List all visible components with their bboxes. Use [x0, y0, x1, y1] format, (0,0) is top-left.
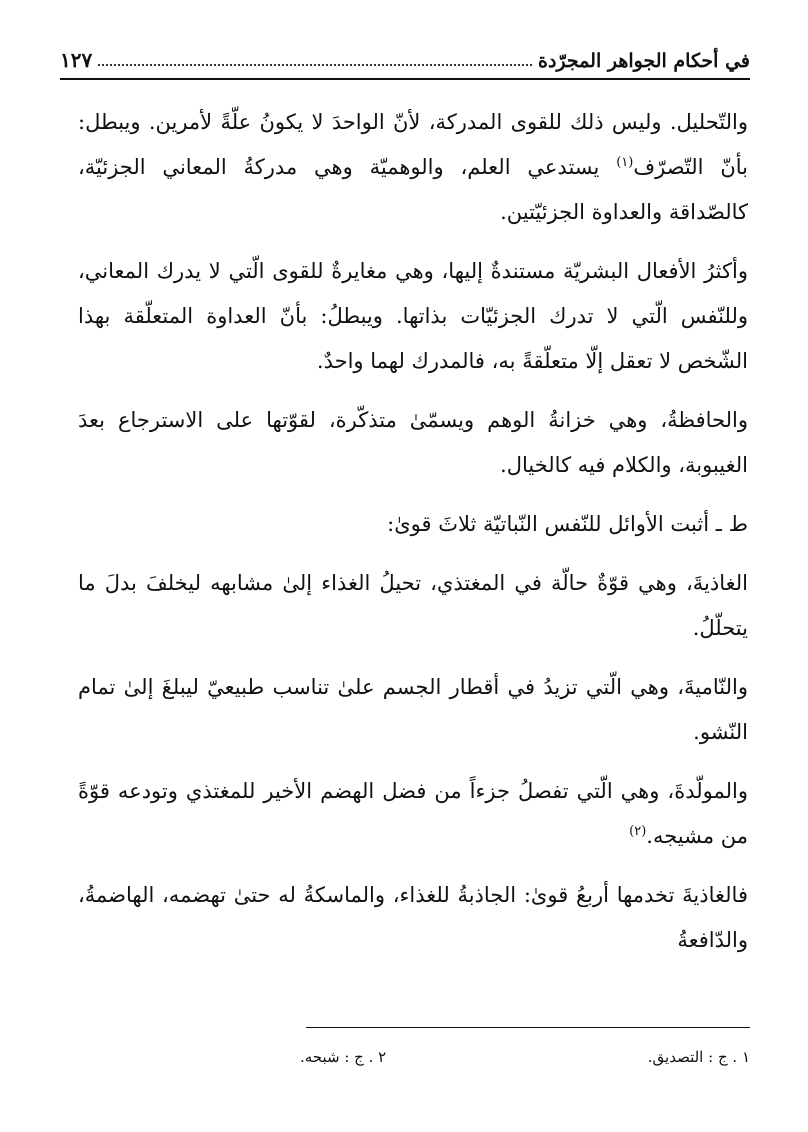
- paragraph-6: والنّاميةَ، وهي الّتي تزيدُ في أقطار الجسم علىٰ تناسب طبيعيّ ليبلغَ إلىٰ تمام النّشو.: [78, 675, 748, 744]
- paragraph-4: ط ـ أثبت الأوائل للنّفس النّباتيّة ثلاثَ قوىٰ:: [387, 512, 748, 536]
- paragraph-2: وأكثرُ الأفعال البشريّة مستندةٌ إليها، وهي مغايرةٌ للقوى الّتي لا يدرك المعاني، وللنّفس الّتي لا تدرك الجزئيّات بذاتها. ويبطلُ: بأنّ العداوة المتعلّقة بهذا الشّخص لا تعقل إلّا متعلّقةً به، فالمدرك لهما واحدٌ.: [78, 259, 748, 373]
- main-text: [78, 100, 748, 977]
- paragraph-8: فالغاذيةَ تخدمها أربعُ قوىٰ: الجاذبةُ للغذاء، والماسكةُ له حتىٰ تهضمه، الهاضمةُ، والدّافعةُ: [78, 883, 748, 952]
- footnote-2: ٢ . ج : شبحه.: [300, 1048, 387, 1066]
- paragraph-5: الغاذيةَ، وهي قوّةٌ حالّة في المغتذي، تحيلُ الغذاء إلىٰ مشابهه ليخلفَ بدلَ ما يتحلّلُ.: [78, 571, 748, 640]
- footnote-separator: [306, 1027, 750, 1028]
- running-header: [60, 38, 750, 80]
- paragraph-7-text: والمولّدةَ، وهي الّتي تفصلُ جزءاً من فضل الهضم الأخير للمغتذي وتودعه قوّةً من مشيجه.: [78, 779, 748, 848]
- footnote-ref-2: (٢): [629, 824, 647, 839]
- header-dotted-leader: [98, 64, 532, 66]
- header-title: في أحكام الجواهر المجرّدة: [538, 50, 750, 72]
- paragraph-1-text: والتّحليل. وليس ذلك للقوى المدركة، لأنّ الواحدَ لا يكونُ علّةً لأمرين. ويبطل: بأنّ التّصرّف: [78, 110, 748, 179]
- paragraph-1: [78, 100, 748, 235]
- paragraph-3: والحافظةُ، وهي خزانةُ الوهم ويسمّىٰ متذكّرة، لقوّتها على الاسترجاع بعدَ الغيبوبة، والكلام فيه كالخيال.: [78, 408, 748, 477]
- paragraph-1-rest: يستدعي العلم، والوهميّة وهي مدركةُ المعاني الجزئيّة، كالصّداقة والعداوة الجزئيّتين.: [78, 155, 748, 224]
- footnote-ref-1: (١): [616, 155, 634, 170]
- footnote-1: ١ . ج : التصديق.: [647, 1048, 750, 1066]
- page-number: ١٢٧: [60, 48, 93, 72]
- footnotes: [300, 1048, 750, 1066]
- paragraph-7: [78, 769, 748, 859]
